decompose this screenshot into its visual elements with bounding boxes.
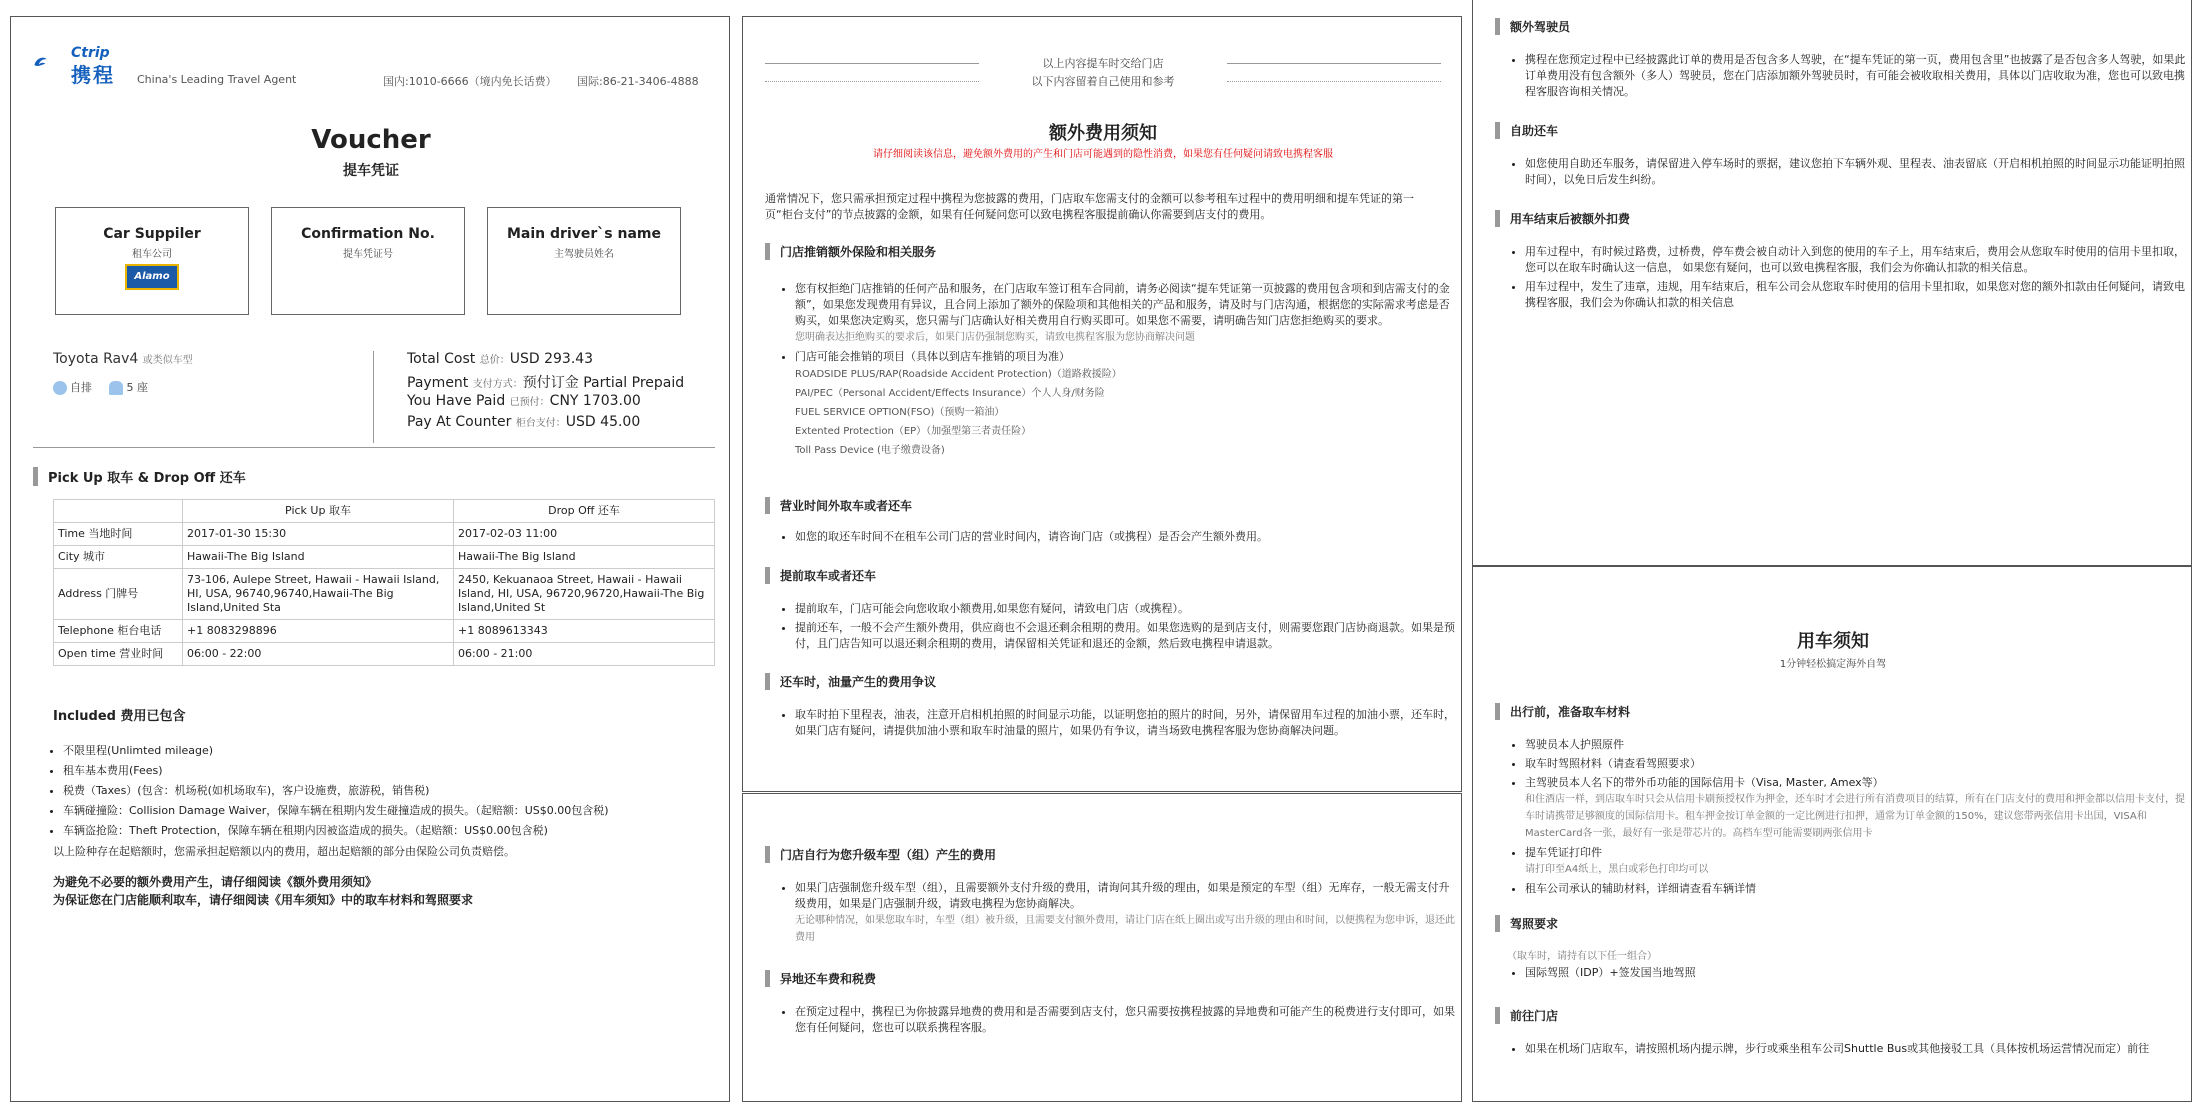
list-item	[795, 880, 1459, 946]
cost-label: Total Cost	[407, 351, 476, 367]
upsell-item: Toll Pass Device (电子缴费设备)	[795, 445, 945, 456]
seat-icon	[109, 381, 123, 395]
extra-fees-page-2	[742, 793, 1462, 1102]
car-model: Toyota Rav4	[53, 351, 139, 367]
seats: 5 座	[126, 381, 148, 394]
transmission-icon	[53, 381, 67, 395]
list-item: • 如果在机场门店取车，请按照机场内提示牌，步行或乘坐租车公司Shuttle Bus或其他接驳工具（具体按机场运营情况而定）前往	[1525, 1041, 2189, 1057]
go-to-store-list	[1507, 1041, 2189, 1060]
bullet-text: 如果门店强制您升级车型（组），且需要额外支付升级的费用，请询问其升级的理由，如果是预定的车型（组）无库存，一般无需支付升级费用，如果是门店强制升级，请致电携程为您协商解决。	[795, 881, 1450, 910]
phone-intl: 国际:86-21-3406-4888	[577, 75, 699, 88]
included-note: 以上险种存在起赔额时，您需承担起赔额以内的费用，超出起赔额的部分由保险公司负责赔偿。	[53, 845, 515, 858]
section-early: 提前取车或者还车	[765, 567, 876, 584]
voucher-page	[10, 16, 730, 1102]
license-note: （取车时，请持有以下任一组合）	[1507, 951, 1657, 962]
table-cell: Open time 营业时间	[54, 643, 183, 666]
car-note: 或类似车型	[142, 355, 193, 366]
total-cost	[407, 351, 593, 367]
list-item	[1525, 775, 2189, 842]
table-cell: Telephone 柜台电话	[54, 620, 183, 643]
bullet-text: 提车凭证打印件	[1525, 846, 1602, 859]
table-cell: 06:00 - 21:00	[454, 643, 715, 666]
table-row	[54, 620, 715, 643]
table-row	[54, 643, 715, 666]
table-cell: Hawaii-The Big Island	[454, 546, 715, 569]
list-item: • 用车过程中，有时候过路费，过桥费，停车费会被自动计入到您的使用的车子上，用车结束后，费用会从您取车时使用的信用卡里扣取，您可以在取车时确认这一信息， 如果您有疑问，也可以致电携程客服，我们会为你确认扣款的相关信息。	[1525, 244, 2189, 276]
section-license: 驾照要求	[1495, 915, 1558, 932]
logo-cn: 携程	[71, 63, 115, 87]
confirmation-title: Confirmation No.	[301, 226, 435, 242]
car-supplier-box	[55, 207, 249, 315]
table-cell: Pick Up 取车	[183, 500, 454, 523]
voucher-title: Voucher	[311, 125, 431, 155]
car-supplier-sub: 租车公司	[132, 249, 172, 260]
list-item: • 如您的取还车时间不在租车公司门店的营业时间内，请咨询门店（或携程）是否会产生额外费用。	[795, 529, 1459, 545]
divider	[373, 351, 374, 443]
list-item: • 取车时驾照材料（请查看驾照要求）	[1525, 756, 2189, 772]
intro-text: 通常情况下，您只需承担预定过程中携程为您披露的费用，门店取车您需支付的金额可以参考租车过程中的费用明细和提车凭证的第一页“柜台支付”的节点披露的金额，如果有任何疑问您可以致电携程客服提前确认你需要到店支付的费用。	[765, 192, 1414, 221]
table-cell: Address 门牌号	[54, 569, 183, 620]
list-item: • 租车公司承认的辅助材料，详细请查看车辆详情	[1525, 881, 2189, 897]
section-fuel: 还车时，油量产生的费用争议	[765, 673, 936, 690]
table-cell: 06:00 - 22:00	[183, 643, 454, 666]
cost-cn: 支付方式：	[472, 379, 523, 390]
extra-driver-list	[1507, 52, 2189, 103]
cost-cn: 总价：	[479, 355, 510, 366]
table-cell: 2017-02-03 11:00	[454, 523, 715, 546]
grey-note: 和住酒店一样，到店取车时只会从信用卡刷预授权作为押金，还车时才会进行所有消费项目的结算，所有在门店支付的费用和押金都以信用卡支付，提车时请携带足够额度的国际信用卡。租车押金按订单金额的一定比例进行扣押，通常为订单金额的150%，建议您带两张信用卡出国，VISA和MasterCard各一张，最好有一张是带芯片的。高档车型可能需要刷两张信用卡	[1525, 794, 2185, 839]
voucher-subtitle: 提车凭证	[343, 163, 399, 179]
included-section-title: Included 费用已包含	[53, 709, 186, 724]
section-one-way: 异地还车费和税费	[765, 970, 876, 987]
section-upgrade: 门店自行为您升级车型（组）产生的费用	[765, 846, 996, 863]
list-item: • 用车过程中，发生了违章，违规，用车结束后，租车公司会从您取车时使用的信用卡里扣取，如果您对您的额外扣款由任何疑问，请致电携程客服，我们会为你确认扣款的相关信息	[1525, 279, 2189, 311]
self-return-list	[1507, 156, 2189, 191]
cost-value: USD 45.00	[565, 414, 641, 430]
grey-note: 您明确表达拒绝购买的要求后，如果门店仍强制您购买，请致电携程客服为您协商解决问题	[795, 332, 1195, 343]
documents-list	[1507, 737, 2189, 900]
grey-note: 请打印至A4纸上，黑白或彩色打印均可以	[1525, 864, 1709, 875]
list-item	[795, 349, 1459, 460]
section-documents: 出行前，准备取车材料	[1495, 703, 1630, 720]
extra-fees-title: 额外费用须知	[1049, 123, 1157, 144]
post-charges-list	[1507, 244, 2189, 314]
early-list	[777, 601, 1459, 655]
upsell-item: Extented Protection（EP）（加强型第三者责任险）	[795, 426, 1032, 437]
table-header	[54, 500, 715, 523]
cost-value: 预付订金 Partial Prepaid	[522, 375, 685, 391]
bullet-text: 主驾驶员本人名下的带外币功能的国际信用卡（Visa, Master, Amex等）	[1525, 776, 1884, 789]
you-have-paid	[407, 393, 641, 409]
upsell-list	[777, 281, 1459, 463]
list-item: • 如您使用自助还车服务，请保留进入停车场时的票据，建议您拍下车辆外观、里程表、油表留底（开启相机拍照的时间显示功能证明拍照时间），以免日后发生纠纷。	[1525, 156, 2189, 188]
note-handover: 以上内容提车时交给门店	[1042, 57, 1164, 70]
rental-notes-page	[1472, 566, 2192, 1102]
alamo-logo: Alamo	[125, 264, 179, 290]
list-item: • 在预定过程中，携程已为你披露异地费的费用和是否需要到店支付，您只需要按携程披露的异地费和可能产生的税费进行支付即可，如果您有任何疑问，您也可以联系携程客服。	[795, 1004, 1459, 1036]
main-driver-title: Main driver`s name	[507, 226, 661, 242]
warning-driving-docs: 为保证您在门店能顺利取车，请仔细阅读《用车须知》中的取车材料和驾照要求	[53, 893, 474, 907]
confirmation-sub: 提车凭证号	[343, 249, 393, 260]
bullet-text: 您有权拒绝门店推销的任何产品和服务，在门店取车签订租车合同前，请务必阅读“提车凭证第一页披露的费用包含项和到店需支付的金额”，如果您发现费用有异议，且合同上添加了额外的保险项和其他相关的产品和服务，请及时与门店沟通，根据您的实际需求考虑是否购买，如果您决定购买，您只需与门店确认好相关费用自行购买即可。如果您不需要，请明确告知门店您拒绝购买的要求。	[795, 282, 1450, 327]
table-cell: 73-106, Aulepe Street, Hawaii - Hawaii Island, HI, USA, 96740,96740,Hawaii-The Big Island,United Sta	[183, 569, 454, 620]
section-go-to-store: 前往门店	[1495, 1007, 1558, 1024]
main-driver-sub: 主驾驶员姓名	[554, 249, 614, 260]
grey-note: 无论哪种情况，如果您取车时，车型（组）被升级，且需要支付额外费用，请让门店在纸上圈出或写出升级的理由和时间，以便携程为您申诉，退还此费用	[795, 915, 1455, 943]
section-after-hours: 营业时间外取车或者还车	[765, 497, 912, 514]
extra-fees-page-3	[1472, 0, 2192, 566]
table-cell	[54, 500, 183, 523]
list-item: • 国际驾照（IDP）+签发国当地驾照	[1525, 965, 2189, 981]
list-item	[795, 281, 1459, 346]
upsell-item: ROADSIDE PLUS/RAP(Roadside Accident Protection)（道路救援险）	[795, 369, 1122, 380]
divider	[33, 447, 715, 448]
ctrip-dolphin-logo-icon	[33, 43, 73, 83]
table-row	[54, 546, 715, 569]
extra-fees-warning: 请仔细阅读该信息，避免额外费用的产生和门店可能遇到的隐性消费，如果您有任何疑问请致电携程客服	[873, 149, 1333, 160]
after-hours-list	[777, 529, 1459, 548]
list-item: • 取车时拍下里程表，油表，注意开启相机拍照的时间显示功能，以证明您拍的照片的时间，另外，请保留用车过程的加油小票，还车时，如果门店有疑问，请提供加油小票和取车时油量的照片，如果仍有争议，请当场致电携程客服为您协商解决问题。	[795, 707, 1459, 739]
car-supplier-title: Car Suppiler	[103, 226, 201, 242]
table-cell: City 城市	[54, 546, 183, 569]
list-item: • 携程在您预定过程中已经披露此订单的费用是否包含多人驾驶，在“提车凭证的第一页，费用包含里”也披露了是否包含多人驾驶，如果此订单费用没有包含额外（多人）驾驶员，您在门店添加额外驾驶员时，有可能会被收取相关费用，具体以门店收取为准，您也可以致电携程客服咨询相关情况。	[1525, 52, 2189, 100]
table-cell: +1 8083298896	[183, 620, 454, 643]
table-cell: Drop Off 还车	[454, 500, 715, 523]
one-way-list	[777, 1004, 1459, 1039]
section-self-return: 自助还车	[1495, 122, 1558, 139]
list-item: • 车辆碰撞险：Collision Damage Waiver，保障车辆在租期内发生碰撞造成的损失。（起赔额：US$0.00包含税)	[63, 801, 723, 821]
section-post-charges: 用车结束后被额外扣费	[1495, 210, 1630, 227]
cost-value: USD 293.43	[509, 351, 594, 367]
extra-fees-page	[742, 16, 1462, 792]
note-reference: 以下内容留着自己使用和参考	[1031, 75, 1175, 88]
table-cell: 2017-01-30 15:30	[183, 523, 454, 546]
main-driver-box	[487, 207, 681, 315]
license-list	[1507, 965, 2189, 984]
upgrade-list	[777, 880, 1459, 949]
cost-cn: 已预付：	[509, 397, 550, 408]
list-item: • 提前取车，门店可能会向您收取小额费用,如果您有疑问，请致电门店（或携程）。	[795, 601, 1459, 617]
rental-notes-subtitle: 1分钟轻松搞定海外自驾	[1779, 659, 1887, 670]
tagline: China's Leading Travel Agent	[137, 73, 297, 86]
table-cell: Hawaii-The Big Island	[183, 546, 454, 569]
car-name	[53, 351, 193, 367]
table-cell: 2450, Kekuanaoa Street, Hawaii - Hawaii Island, HI, USA, 96720,96720,Hawaii-The Big Island,United St	[454, 569, 715, 620]
list-item: • 车辆盗抢险：Theft Protection，保障车辆在租期内因被盗造成的损失。（起赔额：US$0.00包含税)	[63, 821, 723, 841]
phone-domestic: 国内:1010-6666（境内免长话费）	[383, 75, 557, 88]
table-row	[54, 523, 715, 546]
table-cell: Time 当地时间	[54, 523, 183, 546]
transmission: 自排	[70, 381, 92, 394]
upsell-item: PAI/PEC（Personal Accident/Effects Insurance）个人人身/财务险	[795, 388, 1105, 399]
cost-value: CNY 1703.00	[549, 393, 641, 409]
warning-extra-fees: 为避免不必要的额外费用产生，请仔细阅读《额外费用须知》	[53, 875, 378, 889]
list-item	[1525, 845, 2189, 878]
confirmation-box	[271, 207, 465, 315]
section-extra-driver: 额外驾驶员	[1495, 18, 1570, 35]
table-cell: +1 8089613343	[454, 620, 715, 643]
list-item: • 租车基本费用(Fees)	[63, 761, 723, 781]
cost-cn: 柜台支付：	[515, 418, 566, 429]
logo-en: Ctrip	[71, 45, 110, 61]
section-upsell: 门店推销额外保险和相关服务	[765, 243, 936, 260]
pay-at-counter	[407, 414, 640, 430]
upsell-item: FUEL SERVICE OPTION(FSO)（预购一箱油）	[795, 407, 1005, 418]
payment	[407, 372, 684, 392]
list-item: • 驾驶员本人护照原件	[1525, 737, 2189, 753]
cost-label: You Have Paid	[407, 393, 506, 409]
fuel-list	[777, 707, 1459, 742]
pickup-section-title: Pick Up 取车 & Drop Off 还车	[33, 467, 246, 486]
bullet-text: 门店可能会推销的项目（具体以到店车推销的项目为准）	[795, 350, 1070, 363]
car-features	[53, 379, 148, 395]
pickup-dropoff-table	[53, 499, 715, 666]
included-list	[41, 741, 723, 841]
list-item: • 提前还车，一般不会产生额外费用，供应商也不会退还剩余租期的费用。如果您选购的是到店支付，则需要您跟门店协商退款。如果是预付，且门店告知可以退还剩余租期的费用，请保留相关凭证和退还的金额，然后致电携程申请退款。	[795, 620, 1459, 652]
cost-label: Pay At Counter	[407, 414, 512, 430]
list-item: • 税费（Taxes）(包含：机场税(如机场取车)，客户设施费，旅游税，销售税)	[63, 781, 723, 801]
rental-notes-title: 用车须知	[1797, 631, 1869, 652]
cost-label: Payment	[407, 375, 469, 391]
list-item: • 不限里程(Unlimted mileage)	[63, 741, 723, 761]
table-row	[54, 569, 715, 620]
